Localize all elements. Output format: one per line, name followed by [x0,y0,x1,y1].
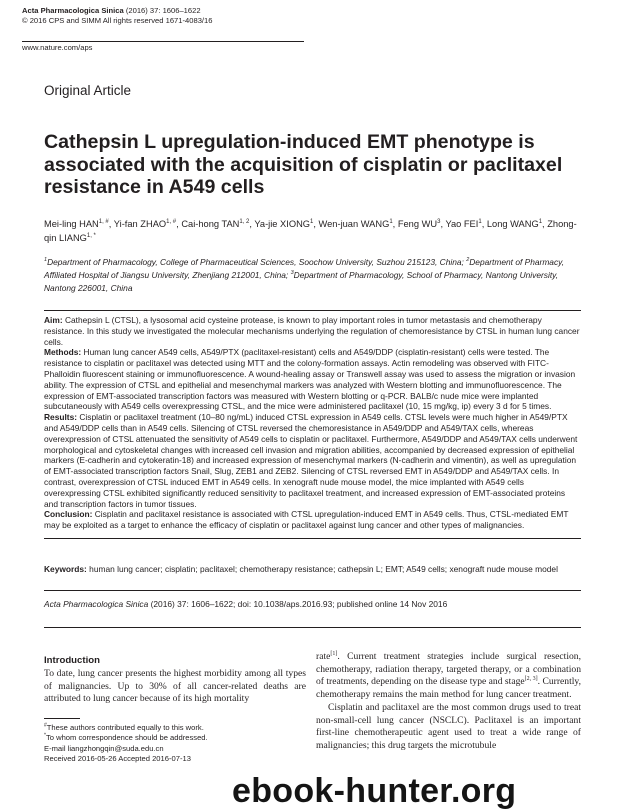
author-affiliation-mark: 1, 2 [239,218,250,225]
intro-paragraph: To date, lung cancer presents the highest morbidity among all types of malignancies. Up to 30% of all cancer-related deaths are attributed to lung cancer because of its high mortality [44,668,306,705]
watermark: ebook-hunter.org [232,772,517,810]
affiliation-text: Department of Pharmacology, College of Pharmaceutical Sciences, Soochow University, Suzhou 215123, China; [47,257,467,267]
author [445,219,481,229]
abstract-methods [44,347,581,412]
equal-mark: # [44,722,47,729]
author-name: Feng WU [397,219,438,229]
masthead [22,6,312,26]
affiliation-mark: 2 [466,257,470,264]
abstract-results [44,412,581,509]
reference-1[interactable]: [1] [330,650,338,657]
corr-text: To whom correspondence should be addressed. [45,733,208,743]
volume-pages: (2016) 37: 1606–1622 [125,6,201,15]
journal-url[interactable]: www.nature.com/aps [22,43,93,52]
abstract [44,310,581,539]
author-name: Ya-jie XIONG [254,219,311,229]
equal-text: These authors contributed equally to this work. [46,723,204,732]
conclusion-text: Cisplatin and paclitaxel resistance is associated with CTSL upregulation-induced EMT in A549 cells. Thus, CTSL-mediated EMT may be exploited as a target to enhance the efficacy of cisplatin or paclitaxel against lung cancer and other types of malignancies. [44,509,569,531]
author [181,219,249,229]
citation-rule-bottom [44,627,581,628]
results-text: Cisplatin or paclitaxel treatment (10–80 ng/mL) induced CTSL expression in A549 cells. CTSL levels were much higher in A549/PTX and A549/DDP cells than in A549 cells. Silencing of CTSL reversed the chemoresistance in A549/DDP and A549/TAX cells, whereas overexpression of CTSL attenuated the sensitivity of A549 cells to cisplatin or paclitaxel. Furthermore, A549/DDP and A549/TAX cells underwent morphological and cytoskeletal changes with increased cell invasion and migration abilities, accompanied by decreased expression of epithelial markers (E-cadherin and cytokeratin-18) and increased expression of mesenchymal markers (N-cadherin and vimentin), as well as upregulation of EMT-associated transcription factors Snail, Slug, ZEB1 and ZEB2. Silencing of CTSL reversed EMT in A549/DDP and A549/TAX cells. In contrast, overexpression of CTSL induced EMT in A549 cells. In xenograft nude mouse model, the mice implanted with A549 cells overexpressing CTSL exhibited significantly reduced sensitivity to paclitaxel treatment, and increased expression of EMT-associated proteins and transcription factors in tumor tissues. [44,412,578,509]
affiliations [44,256,584,295]
results-label: Results: [44,412,78,423]
p1-mid: . Current treatment strategies include surgical resection, chemotherapy, radiation therapy, targeted therapy, or a combination of treatments, depending on the disease type and stage [316,651,581,688]
author [487,219,542,229]
conclusion-label: Conclusion: [44,509,93,520]
abstract-conclusion [44,509,581,531]
author [398,219,441,229]
author-affiliation-mark: 1, # [98,218,109,225]
masthead-rule [22,41,304,42]
author-affiliation-mark: 1 [310,218,314,225]
author-affiliation-mark: 1 [478,218,482,225]
author [254,219,313,229]
abstract-aim [44,315,581,347]
affiliation-mark: 1 [44,257,48,264]
right-paragraph-1 [316,651,581,702]
corr-mark: * [44,732,46,739]
author [44,219,109,229]
author-list: Mei-ling $HAN^{1, \#}$, Yi-fan $ZHAO^{1, \#}$, Cai-hong TAN$^{1, 2}$, Ya-jie XIONG$^1$, Wen-juan WANG$^1$, Feng $WU^3$, Yao FEI$^1$, Long WANG$^1$, Zhong-qin $LIANG^{1, *}$ [44,218,577,243]
author-name: Yi-fan ZHAO [113,219,167,229]
author-name: Wen-juan WANG [318,219,390,229]
author-name: Mei-ling HAN [44,219,99,229]
author-name: Zhong-qin LIANG [44,219,577,243]
keywords [44,564,564,575]
author-affiliation-mark: 3 [437,218,441,225]
methods-text: Human lung cancer A549 cells, A549/PTX (paclitaxel-resistant) cells and A549/DDP (cisplatin-resistant) cells were tested. The resistance to cisplatin or paclitaxel was detected using MTT and the colony-formation assays. Actin remodeling was observed with FITC-Phalloidin fluorescent staining or immunofluorescence. A wound-healing assay or Transwell assay was used to assess the migration or invasion ability. The expression of CTSL and epithelial and mesenchymal markers was analyzed with Western blotting and immunofluorescence. The expression of EMT-associated transcription factors was measured with Western blotting or q-PCR. BALB/c nude mice were implanted subcutaneously with A549 cells overexpressing CTSL, and the mice were administered paclitaxel (10, 15 mg/kg, ip) every 3 d for 5 times. [44,347,576,412]
footnotes [44,723,306,765]
copyright-line: © 2016 CPS and SIMM All rights reserved 1671-4083/16 [22,16,213,25]
affiliation-text: Department of Pharmacology, School of Pharmacy, Nantong University, Nantong 226001, China [44,270,559,293]
citation-rule-top [44,590,581,591]
p1-end: . Currently, chemotherapy remains the main method for lung cancer treatment. [316,676,582,701]
journal-line [22,6,312,16]
author-affiliation-mark: 1 [538,218,543,225]
section-label: Original Article [44,83,132,98]
author-affiliation-mark: 1, # [166,218,177,225]
keywords-label: Keywords: [44,564,87,574]
footnote-received: Received 2016-05-26 Accepted 2016-07-13 [44,754,191,764]
author [114,219,176,229]
journal-name: Acta Pharmacologica Sinica [22,6,124,15]
citation-journal: Acta Pharmacologica Sinica [44,599,149,609]
author [319,219,393,229]
aim-text: Cathepsin L (CTSL), a lysosomal acid cysteine protease, is known to play important roles in tumor metastasis and chemotherapy resistance. In this study we investigated the molecular mechanisms underlying the regulation of chemoresistance by CTSL in human lung cancer cells. [44,315,580,347]
reference-2-3[interactable]: [2, 3] [524,676,538,683]
footnote-rule [44,718,80,719]
author-affiliation-mark: 1, * [86,232,96,239]
author-name: Yao FEI [445,219,479,229]
affiliation-text: Department of Pharmacy, Affiliated Hospital of Jiangsu University, Zhenjiang 212001, China; [44,257,565,280]
p1-start: rate [316,651,331,662]
affiliation-mark: 3 [290,270,294,277]
footnote-email[interactable]: E-mail liangzhongqin@suda.edu.cn [44,743,164,753]
author-name: Cai-hong TAN [181,219,240,229]
left-column [44,668,306,706]
footnote-corr [44,733,306,743]
methods-label: Methods: [44,347,82,358]
introduction-heading: Introduction [44,655,100,666]
citation-line [44,599,584,609]
right-paragraph-2: Cisplatin and paclitaxel are the most common drugs used to treat non-small-cell lung cancer (NSCLC). Paclitaxel is an important first-line chemotherapeutic agent used to treat a wide range of malignancies; this drug targets the microtubule [316,701,581,751]
keywords-text: human lung cancer; cisplatin; paclitaxel; chemotherapy resistance; cathepsin L; EMT; A549 cells; xenograft nude mouse model [86,564,558,574]
footnote-equal [44,723,306,733]
author-affiliation-mark: 1 [389,218,393,225]
aim-label: Aim: [44,315,63,325]
citation-details[interactable]: (2016) 37: 1606–1622; doi: 10.1038/aps.2016.93; published online 14 Nov 2016 [148,599,448,609]
author-name: Long WANG [486,219,539,229]
article-title: Cathepsin L upregulation-induced EMT phenotype is associated with the acquisition of cisplatin or paclitaxel resistance in A549 cells [44,131,563,198]
right-column [316,651,581,753]
